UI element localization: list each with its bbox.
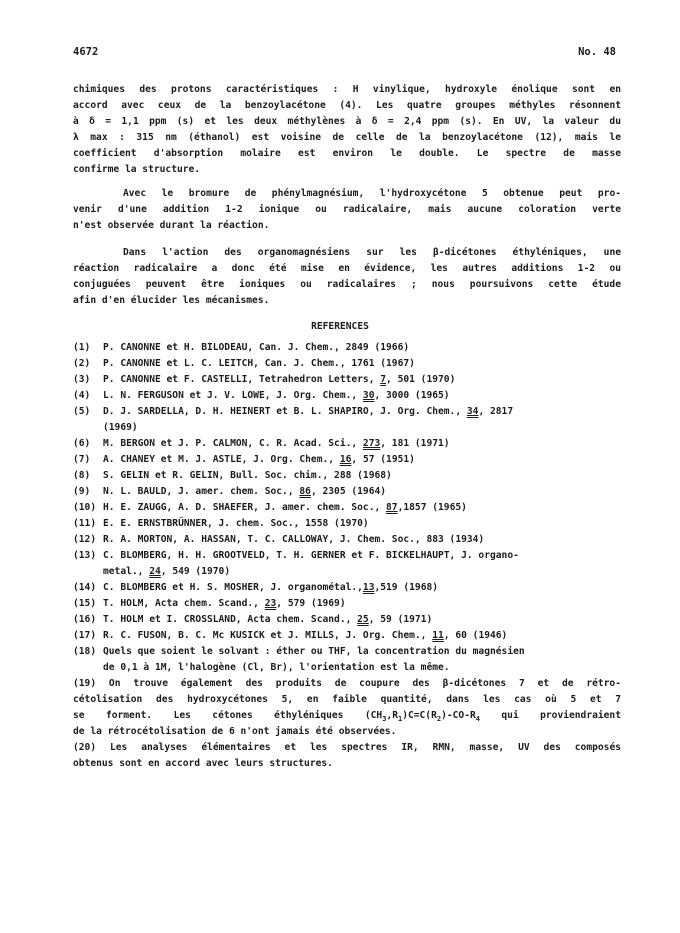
text-line: venir d'une addition 1-2 ionique ou radicalaire, mais aucune coloration verte bbox=[73, 204, 621, 215]
reference-number: (3) bbox=[73, 374, 91, 385]
reference-item bbox=[73, 580, 621, 596]
reference-text: E. E. ERNSTBRÜNNER, J. chem. Soc., 1558 (1970) bbox=[103, 518, 369, 529]
reference-text: P. CANONNE et L. C. LEITCH, Can. J. Chem., 1761 (1967) bbox=[103, 358, 415, 369]
note-line: cétolisation des hydroxycétones 5, en faible quantité, dans les cas où 5 et 7 bbox=[73, 694, 621, 705]
reference-item bbox=[73, 436, 621, 452]
reference-text: C. BLOMBERG et H. S. MOSHER, J. organométal.,13,519 (1968) bbox=[103, 582, 439, 593]
reference-number: (2) bbox=[73, 358, 91, 369]
reference-text: Quels que soient le solvant : éther ou THF, la concentration du magnésien bbox=[103, 646, 525, 657]
reference-item bbox=[73, 628, 621, 644]
reference-number: (7) bbox=[73, 454, 91, 465]
text-line: λ max : 315 nm (éthanol) est voisine de celle de la benzoylacétone (12), mais le bbox=[73, 132, 621, 143]
reference-text: D. J. SARDELLA, D. H. HEINERT et B. L. SHAPIRO, J. Org. Chem., 34, 2817 bbox=[103, 406, 514, 417]
reference-volume: 13 bbox=[362, 582, 375, 593]
reference-number: (8) bbox=[73, 470, 91, 481]
reference-item bbox=[73, 516, 621, 532]
reference-volume: 24 bbox=[149, 566, 161, 577]
reference-number: (12) bbox=[73, 534, 97, 545]
reference-number: (9) bbox=[73, 486, 91, 497]
reference-text: H. E. ZAUGG, A. D. SHAEFER, J. amer. chem. Soc., 87,1857 (1965) bbox=[103, 502, 467, 513]
references-heading: REFERENCES bbox=[311, 321, 369, 332]
reference-number: (5) bbox=[73, 406, 91, 417]
paragraph-1 bbox=[73, 82, 621, 178]
text-line: n'est observée durant la réaction. bbox=[73, 220, 270, 231]
reference-text: C. BLOMBERG, H. H. GROOTVELD, T. H. GERNER et F. BICKELHAUPT, J. organo- bbox=[103, 550, 519, 561]
reference-volume: 34 bbox=[466, 406, 479, 417]
reference-text: N. L. BAULD, J. amer. chem. Soc., 86, 2305 (1964) bbox=[103, 486, 387, 497]
reference-text: P. CANONNE et F. CASTELLI, Tetrahedron Letters, 7, 501 (1970) bbox=[103, 374, 456, 385]
reference-volume: 11 bbox=[432, 630, 444, 641]
reference-item bbox=[73, 484, 621, 500]
text-line: Avec le bromure de phénylmagnésium, l'hydroxycétone 5 obtenue peut pro- bbox=[123, 188, 621, 199]
reference-continuation: (1969) bbox=[103, 422, 138, 433]
text-line: Dans l'action des organomagnésiens sur les β-dicétones éthyléniques, une bbox=[123, 247, 621, 258]
reference-volume: 25 bbox=[357, 614, 369, 625]
paragraph-2 bbox=[73, 186, 621, 234]
reference-number: (13) bbox=[73, 550, 97, 561]
reference-number: (6) bbox=[73, 438, 91, 449]
reference-volume: 86 bbox=[299, 486, 311, 497]
reference-number: (17) bbox=[73, 630, 97, 641]
note-line: de la rétrocétolisation de 6 n'ont jamais été observées. bbox=[73, 726, 397, 737]
reference-item bbox=[73, 500, 621, 516]
reference-item bbox=[73, 468, 621, 484]
reference-item bbox=[73, 404, 621, 420]
note-line: (19) On trouve également des produits de coupure des β-dicétones 7 et de rétro- bbox=[73, 678, 621, 689]
text-line: accord avec ceux de la benzoylacétone (4). Les quatre groupes méthyles résonnent bbox=[73, 100, 621, 111]
reference-number: (16) bbox=[73, 614, 97, 625]
reference-number: (11) bbox=[73, 518, 97, 529]
issue-number: No. 48 bbox=[578, 46, 616, 58]
reference-text: A. CHANEY et M. J. ASTLE, J. Org. Chem., 16, 57 (1951) bbox=[103, 454, 415, 465]
reference-text: M. BERGON et J. P. CALMON, C. R. Acad. Sci., 273, 181 (1971) bbox=[103, 438, 450, 449]
reference-volume: 7 bbox=[380, 374, 387, 385]
reference-number: (10) bbox=[73, 502, 97, 513]
reference-text: T. HOLM et I. CROSSLAND, Acta chem. Scand., 25, 59 (1971) bbox=[103, 614, 433, 625]
reference-volume: 87 bbox=[386, 502, 398, 513]
reference-number: (14) bbox=[73, 582, 97, 593]
reference-continuation: de 0,1 à 1M, l'halogène (Cl, Br), l'orientation est la même. bbox=[103, 662, 450, 673]
reference-item bbox=[73, 596, 621, 612]
text-line: afin d'en élucider les mécanismes. bbox=[73, 295, 270, 306]
text-line: à δ = 1,1 ppm (s) et les deux méthylènes à δ = 2,4 ppm (s). En UV, la valeur du bbox=[73, 116, 621, 127]
reference-text: S. GELIN et R. GELIN, Bull. Soc. chim., 288 (1968) bbox=[103, 470, 392, 481]
reference-volume: 16 bbox=[339, 454, 352, 465]
reference-item bbox=[73, 532, 621, 548]
note-line: se forment. Les cétones éthyléniques $(CH_3,R_1)C=C(R_2)-CO-R_4$ qui proviendraient bbox=[73, 710, 621, 723]
page-number: 4672 bbox=[73, 46, 99, 58]
text-line: chimiques des protons caractéristiques : H vinylique, hydroxyle énolique sont en bbox=[73, 84, 621, 95]
notes bbox=[73, 676, 621, 772]
text-line: conjuguées peuvent être ioniques ou radicalaires ; nous poursuivons cette étude bbox=[73, 279, 621, 290]
paragraph-3 bbox=[73, 245, 621, 309]
references-list bbox=[73, 340, 621, 676]
reference-number: (18) bbox=[73, 646, 97, 657]
reference-number: (4) bbox=[73, 390, 91, 401]
reference-item bbox=[73, 340, 621, 356]
reference-volume: 273 bbox=[362, 438, 381, 449]
reference-item bbox=[73, 356, 621, 372]
note-line: obtenus sont en accord avec leurs structures. bbox=[73, 758, 333, 769]
text-line: confirme la structure. bbox=[73, 164, 201, 175]
reference-item bbox=[73, 452, 621, 468]
reference-text: T. HOLM, Acta chem. Scand., 23, 579 (1969) bbox=[103, 598, 346, 609]
reference-volume: 30 bbox=[362, 390, 375, 401]
note-line: (20) Les analyses élémentaires et les spectres IR, RMN, masse, UV des composés bbox=[73, 742, 621, 753]
reference-item bbox=[73, 388, 621, 404]
reference-text: L. N. FERGUSON et J. V. LOWE, J. Org. Chem., 30, 3000 (1965) bbox=[103, 390, 450, 401]
reference-item bbox=[73, 612, 621, 628]
reference-text: P. CANONNE et H. BILODEAU, Can. J. Chem., 2849 (1966) bbox=[103, 342, 410, 353]
text-line: réaction radicalaire a donc été mise en évidence, les autres additions 1-2 ou bbox=[73, 263, 621, 274]
reference-number: (1) bbox=[73, 342, 91, 353]
reference-text: R. A. MORTON, A. HASSAN, T. C. CALLOWAY, J. Chem. Soc., 883 (1934) bbox=[103, 534, 485, 545]
reference-item bbox=[73, 372, 621, 388]
text-line: coefficient d'absorption molaire est environ le double. Le spectre de masse bbox=[73, 148, 621, 159]
reference-number: (15) bbox=[73, 598, 97, 609]
reference-item bbox=[73, 548, 621, 564]
reference-text: R. C. FUSON, B. C. Mc KUSICK et J. MILLS, J. Org. Chem., 11, 60 (1946) bbox=[103, 630, 508, 641]
reference-continuation: metal., 24, 549 (1970) bbox=[103, 566, 231, 577]
reference-volume: 23 bbox=[264, 598, 277, 609]
reference-item bbox=[73, 644, 621, 660]
